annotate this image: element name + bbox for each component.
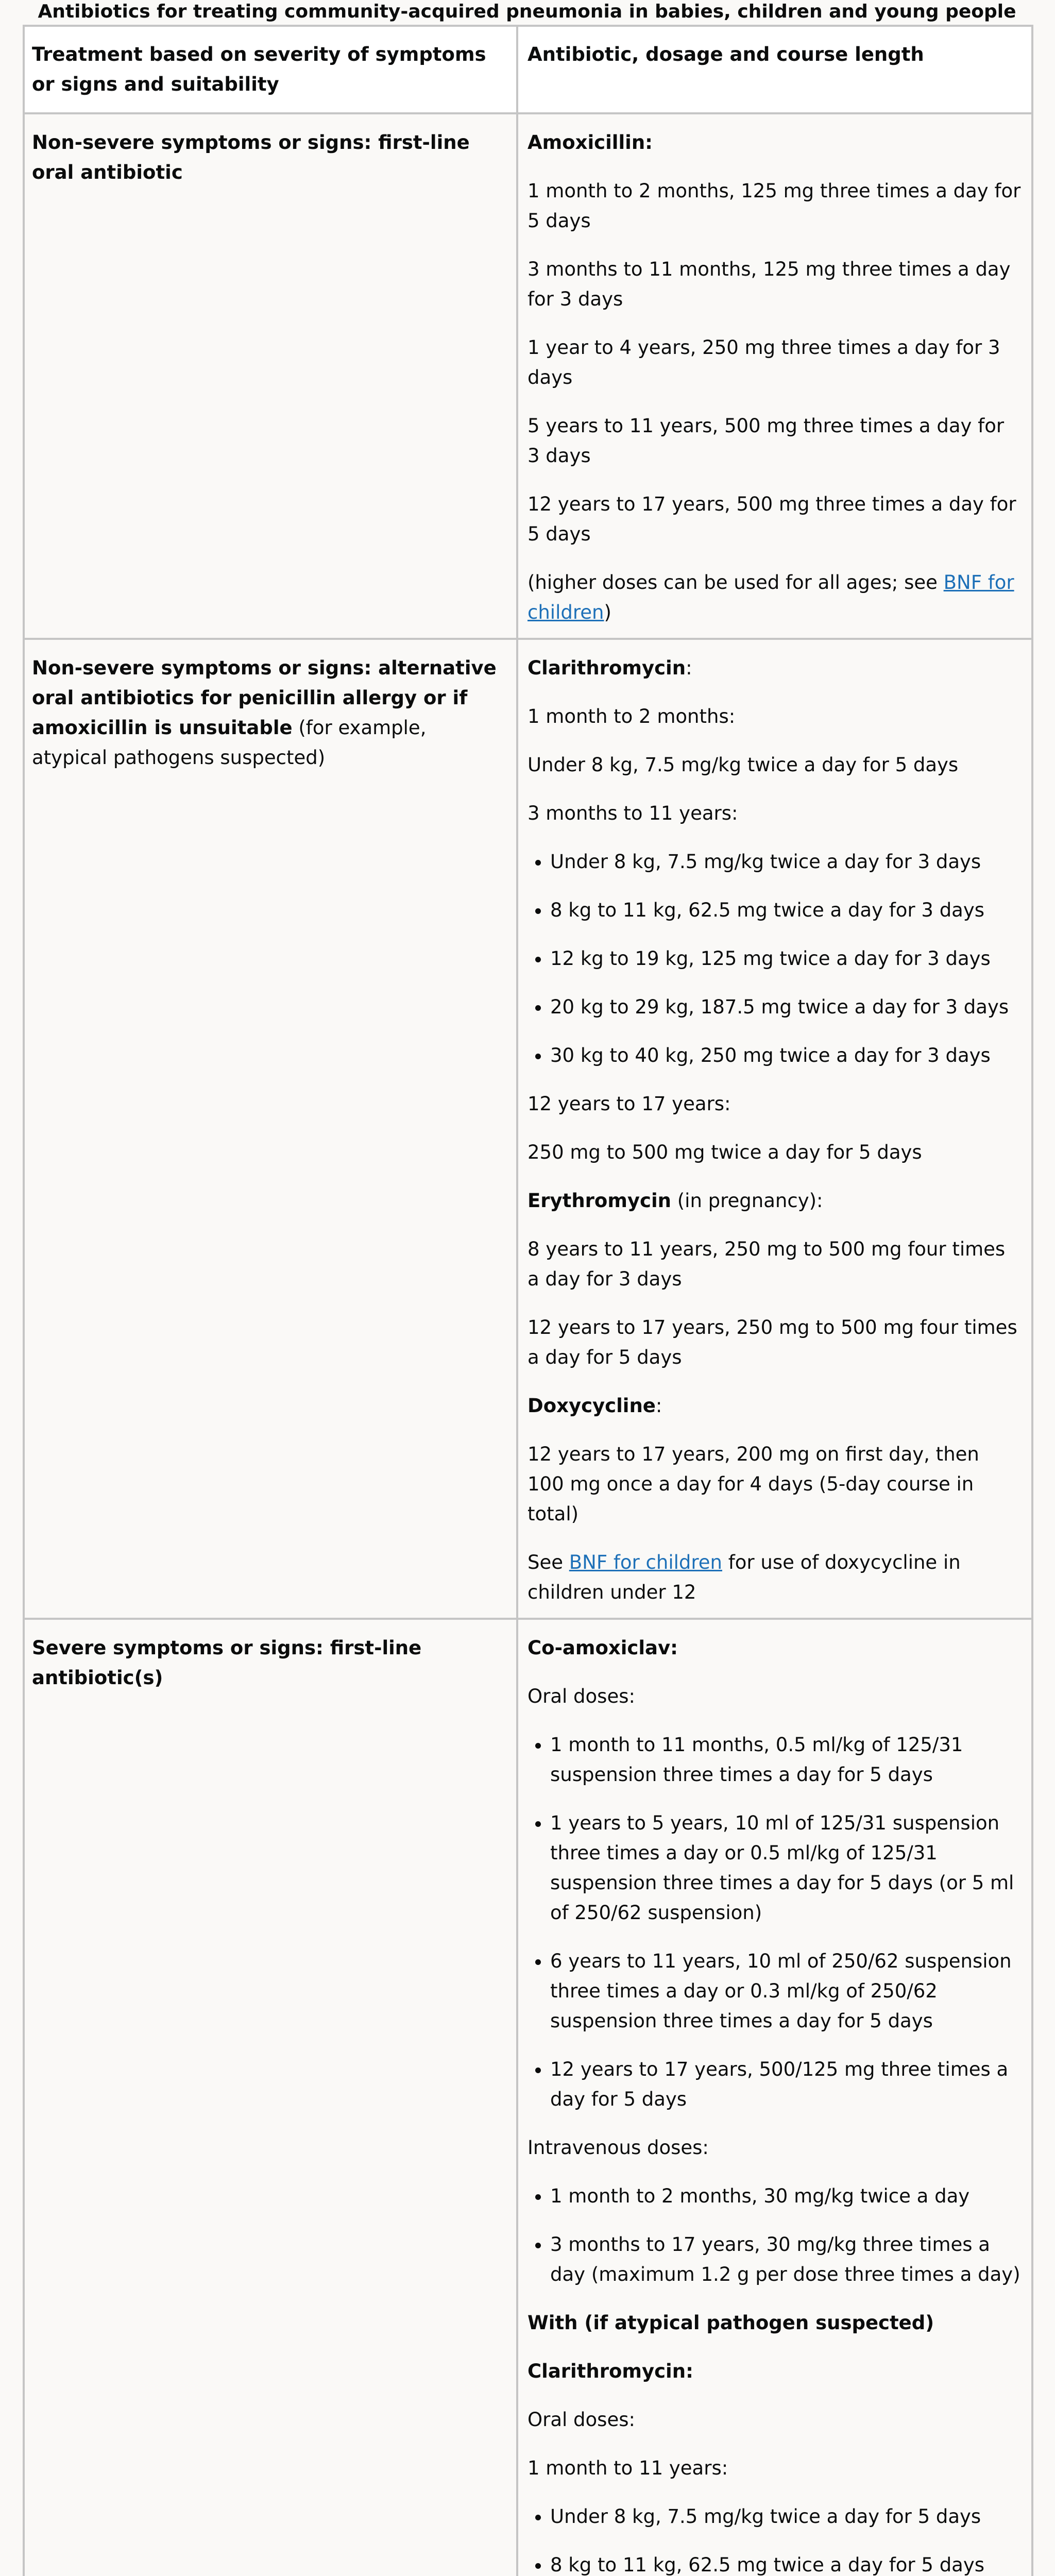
row-label — [24, 1619, 517, 2576]
dose-list — [528, 1730, 1021, 2114]
dose-line: 3 months to 11 months, 125 mg three times a day for 3 days — [528, 258, 1011, 310]
table-row — [24, 1619, 1032, 2576]
dose-line: 250 mg to 500 mg twice a day for 5 days — [528, 1141, 922, 1163]
drug-name-erythromycin: Erythromycin — [528, 1190, 671, 1212]
list-item: • 12 years to 17 years, 500/125 mg three times a day for 5 days — [550, 2055, 1021, 2114]
list-item: • 8 kg to 11 kg, 62.5 mg twice a day for 3 days — [550, 895, 1021, 925]
list-item: • Under 8 kg, 7.5 mg/kg twice a day for 3 days — [550, 847, 1021, 877]
list-item: • 20 kg to 29 kg, 187.5 mg twice a day for 3 days — [550, 992, 1021, 1022]
row-label-note: (for example, atypical pathogens suspected) — [32, 717, 427, 769]
row-label — [24, 113, 517, 639]
age-group: 12 years to 17 years: — [528, 1093, 731, 1115]
dose-line: Under 8 kg, 7.5 mg/kg twice a day for 5 days — [528, 754, 959, 776]
age-group: 1 month to 2 months: — [528, 705, 736, 727]
drug-name-co-amoxiclav: Co-amoxiclav — [528, 1637, 671, 1659]
list-item: • 1 month to 2 months, 30 mg/kg twice a day — [550, 2181, 1021, 2211]
page — [23, 0, 1031, 2576]
list-item: • 3 months to 17 years, 30 mg/kg three times a day (maximum 1.2 g per dose three times a day) — [550, 2230, 1021, 2290]
list-item: • 8 kg to 11 kg, 62.5 mg twice a day for 5 days — [550, 2550, 1021, 2576]
header-treatment: Treatment based on severity of symptoms or signs and suitability — [24, 26, 517, 113]
antibiotics-table — [23, 25, 1033, 2576]
age-group: 3 months to 11 years: — [528, 802, 738, 824]
dose-line: 12 years to 17 years, 500 mg three times a day for 5 days — [528, 493, 1016, 545]
row-dosage: Co-amoxiclav: Oral doses: • 1 month to 11 months, 0.5 ml/kg of 125/31 suspension three times a day for 5 days • 1 years to 5 years, 10 ml of 125/31 suspension three times a day or 0.5 ml/kg of 125/31 suspension three times a day for 5 days (or 5 ml of 250/62 suspension) • 6 years to 11 years, 10 ml of 250/62 suspension three times a day or 0.3 ml/kg of 250/62 suspension three times a day for 5 days • 12 years to 17 years, 500/125 mg three times a day for 5 days Intravenous doses: • 1 month to 2 months, 30 mg/kg twice a day • 3 months to 17 years, 30 mg/kg three times a day (maximum 1.2 g per dose three times a day) With (if atypical pathogen suspected) Clarithromycin: Oral doses: 1 month to 11 years: • Under 8 kg, 7.5 mg/kg twice a day for 5 days • 8 kg to 11 kg, 62.5 mg twice a day for 5 days — [517, 1619, 1032, 2576]
table-caption: Antibiotics for treating community-acquired pneumonia in babies, children and young people — [38, 1, 1016, 22]
dose-list — [528, 2181, 1021, 2290]
higher-doses-note: (higher doses can be used for all ages; see BNF for children) — [528, 571, 1014, 623]
with-atypical-label: With (if atypical pathogen suspected) — [528, 2312, 934, 2334]
list-item: • 12 kg to 19 kg, 125 mg twice a day for 3 days — [550, 944, 1021, 974]
drug-name-doxycycline: Doxycycline — [528, 1395, 656, 1417]
row-label-bold: Severe symptoms or signs: first-line antibiotic(s) — [32, 1637, 422, 1689]
dose-line: 12 years to 17 years, 250 mg to 500 mg four times a day for 5 days — [528, 1316, 1017, 1368]
dose-line: 12 years to 17 years, 200 mg on first day, then 100 mg once a day for 4 days (5-day course in total) — [528, 1443, 979, 1525]
dose-line: 1 month to 2 months, 125 mg three times a day for 5 days — [528, 180, 1021, 232]
list-item: • Under 8 kg, 7.5 mg/kg twice a day for 5 days — [550, 2502, 1021, 2532]
table-row — [24, 113, 1032, 639]
drug-name-clarithromycin: Clarithromycin — [528, 2360, 686, 2382]
route-label: Intravenous doses: — [528, 2137, 709, 2159]
drug-name-amoxicillin: Amoxicillin — [528, 131, 645, 154]
list-item: • 30 kg to 40 kg, 250 mg twice a day for 3 days — [550, 1041, 1021, 1071]
bnf-for-children-link[interactable]: BNF for children — [528, 571, 1014, 623]
row-label-bold: Non-severe symptoms or signs: alternative oral antibiotics for penicillin allergy or if amoxicillin is unsuitable — [32, 657, 497, 739]
dose-line: 8 years to 11 years, 250 mg to 500 mg four times a day for 3 days — [528, 1238, 1006, 1290]
row-dosage: Clarithromycin: 1 month to 2 months: Under 8 kg, 7.5 mg/kg twice a day for 5 days 3 months to 11 years: • Under 8 kg, 7.5 mg/kg twice a day for 3 days • 8 kg to 11 kg, 62.5 mg twice a day for 3 days • 12 kg to 19 kg, 125 mg twice a day for 3 days • 20 kg to 29 kg, 187.5 mg twice a day for 3 days • 30 kg to 40 kg, 250 mg twice a day for 3 days 12 years to 17 years: 250 mg to 500 mg twice a day for 5 days Erythromycin (in pregnancy): 8 years to 11 years, 250 mg to 500 mg four times a day for 3 days 12 years to 17 years, 250 mg to 500 mg four times a day for 5 days Doxycycline: 12 years to 17 years, 200 mg on first day, then 100 mg once a day for 4 days (5-day course in total) See BNF for children for use of doxycycline in children under 12 — [517, 639, 1032, 1619]
drug-note: (in pregnancy): — [671, 1190, 823, 1212]
row-label — [24, 639, 517, 1619]
dose-list — [528, 2502, 1021, 2576]
dose-list — [528, 847, 1021, 1071]
header-antibiotic: Antibiotic, dosage and course length — [517, 26, 1032, 113]
list-item: • 6 years to 11 years, 10 ml of 250/62 suspension three times a day or 0.3 ml/kg of 250/62 suspension three times a day for 5 days — [550, 1946, 1021, 2036]
doxycycline-note: See BNF for children for use of doxycycline in children under 12 — [528, 1551, 961, 1603]
row-dosage: Amoxicillin: 1 month to 2 months, 125 mg three times a day for 5 days 3 months to 11 months, 125 mg three times a day for 3 days 1 year to 4 years, 250 mg three times a day for 3 days 5 years to 11 years, 500 mg three times a day for 3 days 12 years to 17 years, 500 mg three times a day for 5 days (higher doses can be used for all ages; see BNF for children) — [517, 113, 1032, 639]
dose-line: 1 year to 4 years, 250 mg three times a day for 3 days — [528, 336, 1000, 388]
row-label-bold: Non-severe symptoms or signs: first-line oral antibiotic — [32, 131, 470, 183]
route-label: Oral doses: — [528, 1685, 635, 1707]
list-item: • 1 month to 11 months, 0.5 ml/kg of 125/31 suspension three times a day for 5 days — [550, 1730, 1021, 1790]
table-row — [24, 639, 1032, 1619]
table-header-row — [24, 26, 1032, 113]
age-group: 1 month to 11 years: — [528, 2457, 728, 2479]
list-item: • 1 years to 5 years, 10 ml of 125/31 suspension three times a day or 0.5 ml/kg of 125/31 suspension three times a day for 5 days (or 5 ml of 250/62 suspension) — [550, 1808, 1021, 1928]
drug-name-clarithromycin: Clarithromycin — [528, 657, 686, 679]
dose-line: 5 years to 11 years, 500 mg three times a day for 3 days — [528, 415, 1005, 467]
route-label: Oral doses: — [528, 2409, 635, 2431]
bnf-for-children-link[interactable]: BNF for children — [569, 1551, 722, 1573]
